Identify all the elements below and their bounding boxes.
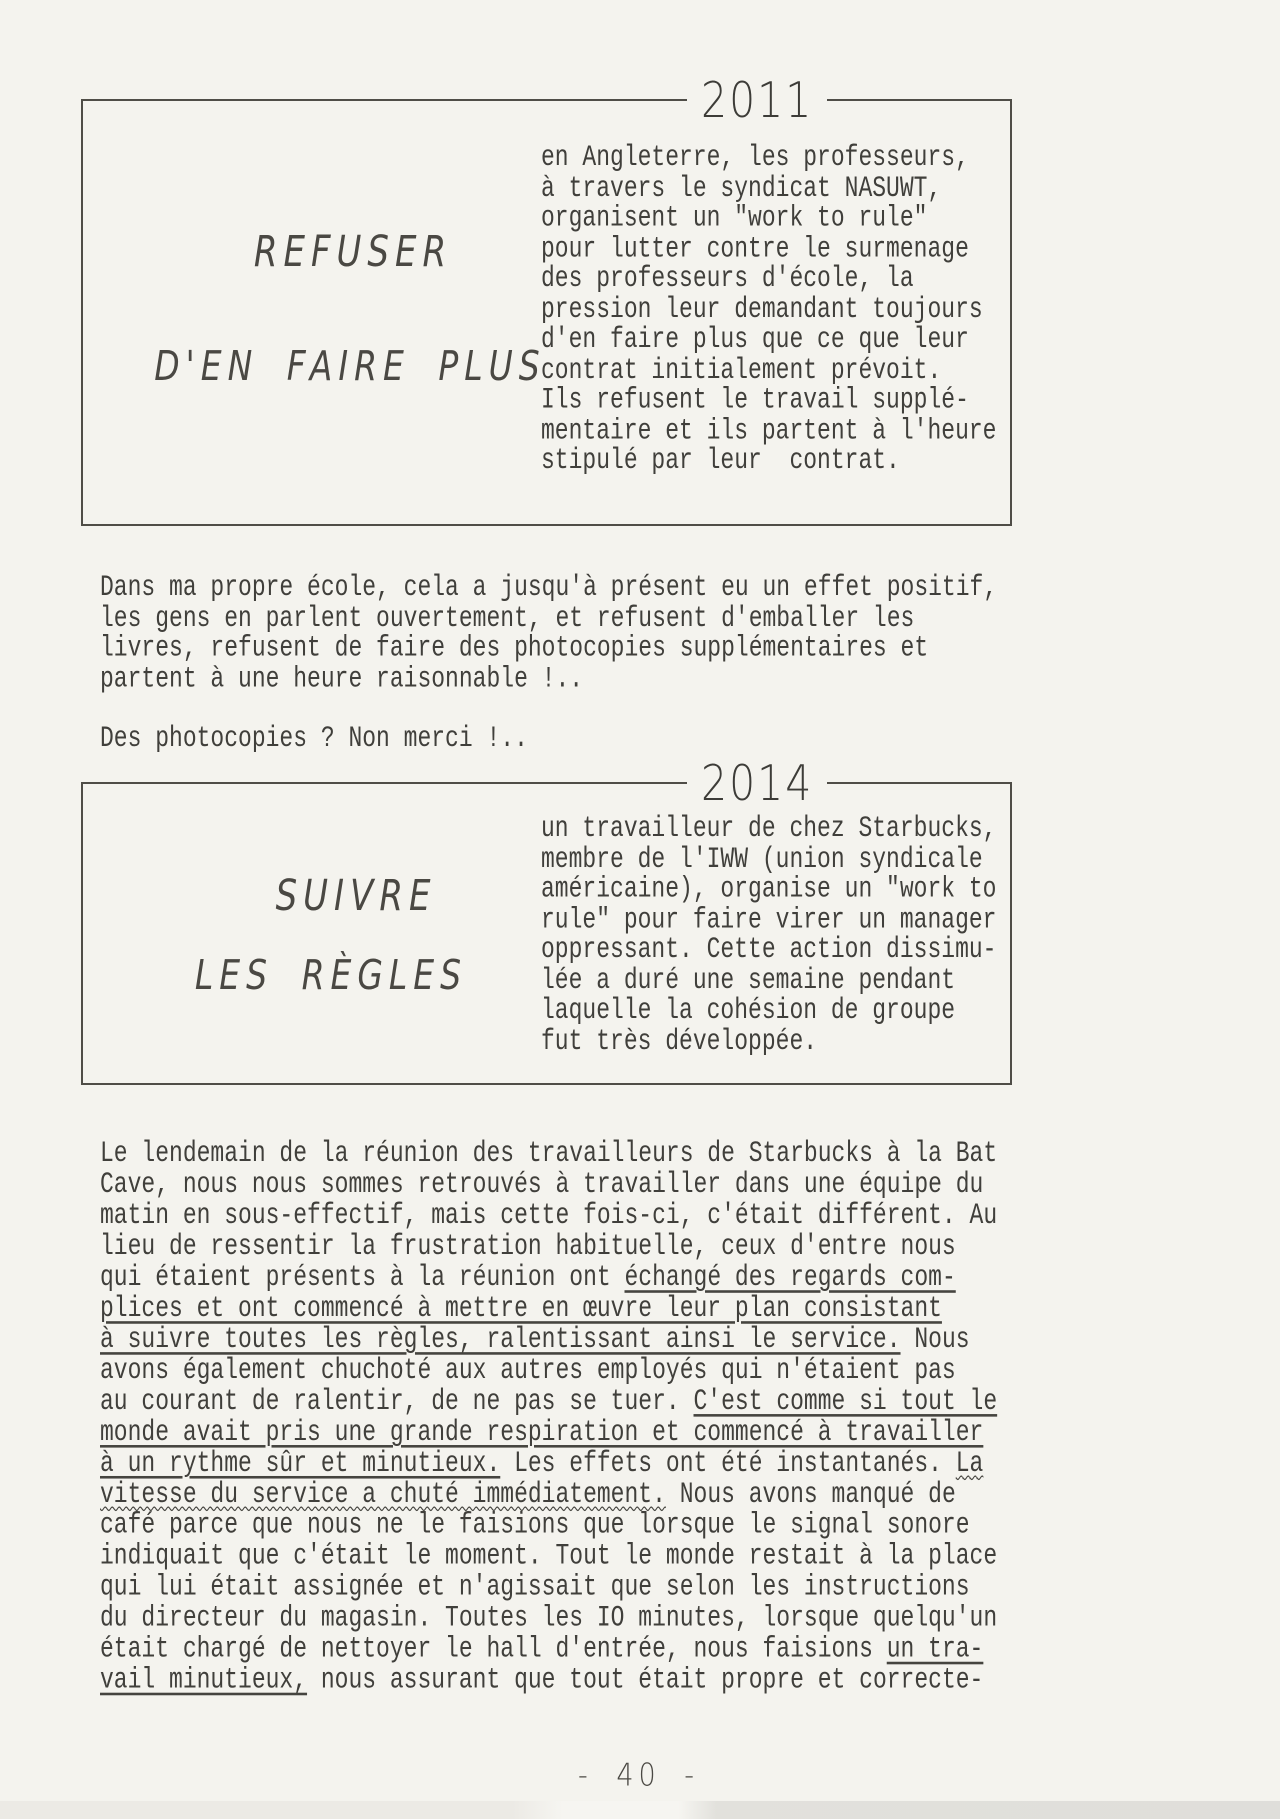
paragraph-starbucks-story xyxy=(100,1138,997,1695)
text-line: rule" pour faire virer un manager xyxy=(541,902,997,936)
text-line: matin en sous-effectif, mais cette fois-ci, c'était différent. Au xyxy=(100,1198,998,1233)
text-line: monde avait pris une grande respiration et commencé à travailler xyxy=(100,1415,984,1449)
year-box-2011 xyxy=(81,71,1012,526)
text-line: membre de l'IWW (union syndicale xyxy=(541,841,983,876)
text-line: livres, refusent de faire des photocopies supplémentaires et xyxy=(100,631,929,665)
text-line: laquelle la cohésion de groupe xyxy=(541,993,956,1027)
text-line: Cave, nous nous sommes retrouvés à travailler dans une équipe du xyxy=(100,1167,984,1202)
bottom-scan-edge-artifact xyxy=(0,1801,1280,1819)
text-line: au courant de ralentir, de ne pas se tuer. C'est comme si tout le xyxy=(100,1384,998,1418)
text-line: vail minutieux, nous assurant que tout était propre et correcte- xyxy=(100,1663,984,1697)
text-line: un travailleur de chez Starbucks, xyxy=(541,811,997,845)
text-line: pour lutter contre le surmenage xyxy=(541,231,969,265)
text-line: était chargé de nettoyer le hall d'entrée, nous faisions un tra- xyxy=(100,1632,984,1666)
text-line: Le lendemain de la réunion des travailleurs de Starbucks à la Bat xyxy=(100,1136,998,1171)
text-line: contrat initialement prévoit. xyxy=(541,352,942,387)
text-line: en Angleterre, les professeurs, xyxy=(541,140,969,174)
text-line: les gens en parlent ouvertement, et refusent d'emballer les xyxy=(100,600,915,635)
year-box-2014 xyxy=(81,754,1012,1085)
text-line: du directeur du magasin. Toutes les IO minutes, lorsque quelqu'un xyxy=(100,1601,998,1635)
box-2011-body-text xyxy=(541,140,997,478)
text-line: américaine), organise un "work to xyxy=(541,872,997,906)
year-label-2014: 2014 xyxy=(687,759,827,808)
text-line: Des photocopies ? Non merci !.. xyxy=(100,721,528,755)
text-line: lieu de ressentir la frustration habituelle, ceux d'entre nous xyxy=(100,1229,956,1264)
text-line: oppressant. Cette action dissimu- xyxy=(541,932,997,967)
text-line: avons également chuchoté aux autres employés qui n'étaient pas xyxy=(100,1353,956,1387)
text-line: Dans ma propre école, cela a jusqu'à présent eu un effet positif, xyxy=(100,570,998,604)
paragraph-school-effect xyxy=(100,570,998,695)
year-label-2011: 2011 xyxy=(687,76,827,125)
text-line: des professeurs d'école, la xyxy=(541,261,914,296)
box-2011-heading-line-1: REFUSER xyxy=(253,227,453,277)
text-line: organisent un "work to rule" xyxy=(541,201,928,235)
text-line: vitesse du service a chuté immédiatement. Nous avons manqué de xyxy=(100,1477,956,1511)
text-line: d'en faire plus que ce que leur xyxy=(541,322,969,356)
text-line: indiquait que c'était le moment. Tout le monde restait à la place xyxy=(100,1539,998,1573)
text-line: café parce que nous ne le faisions que lorsque le signal sonore xyxy=(100,1508,970,1542)
text-line: qui étaient présents à la réunion ont échangé des regards com- xyxy=(100,1260,956,1295)
text-line: partent à une heure raisonnable !.. xyxy=(100,661,584,695)
text-line: à suivre toutes les règles, ralentissant ainsi le service. Nous xyxy=(100,1322,970,1357)
text-line: mentaire et ils partent à l'heure xyxy=(541,413,997,447)
paragraph-photocopies xyxy=(100,721,528,755)
box-2014-body-text xyxy=(541,811,997,1058)
text-line: stipulé par leur contrat. xyxy=(541,443,900,478)
page-number: - 40 - xyxy=(578,1758,700,1794)
text-line: à travers le syndicat NASUWT, xyxy=(541,170,942,205)
box-2014-heading-line-2: LES RÈGLES xyxy=(194,950,468,999)
text-line: à un rythme sûr et minutieux. Les effets ont été instantanés. La xyxy=(100,1446,984,1480)
text-line: lée a duré une semaine pendant xyxy=(541,962,956,997)
text-line: pression leur demandant toujours xyxy=(541,291,983,326)
text-line: Ils refusent le travail supplé- xyxy=(541,382,969,417)
box-2011-heading-line-2: D'EN FAIRE PLUS xyxy=(154,341,546,390)
text-line: qui lui était assignée et n'agissait que selon les instructions xyxy=(100,1570,970,1604)
box-2014-heading-line-1: SUIVRE xyxy=(275,871,437,921)
text-line: fut très développée. xyxy=(541,1023,818,1058)
text-line: plices et ont commencé à mettre en œuvre leur plan consistant xyxy=(100,1291,942,1326)
